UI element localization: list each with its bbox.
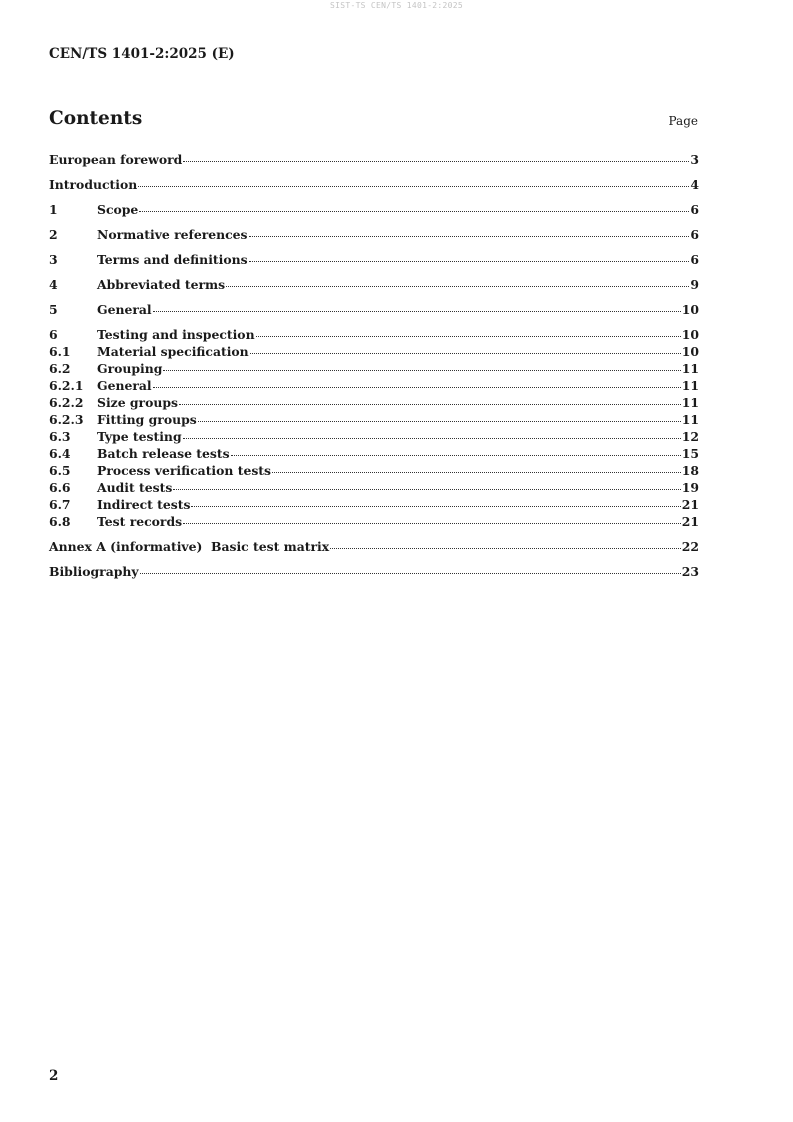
toc-entry-title: General [97, 302, 152, 317]
toc-entry-page: 18 [681, 463, 699, 478]
dot-leader [153, 311, 681, 312]
toc-entry-title: Normative references [97, 227, 248, 242]
toc-entry-page: 10 [681, 344, 699, 359]
dot-leader [191, 506, 680, 507]
toc-entry-title: Audit tests [97, 480, 173, 495]
toc-entry-page: 12 [681, 429, 699, 444]
dot-leader [139, 211, 689, 212]
toc-entry-title: Fitting groups [97, 412, 197, 427]
toc-entry-number: 6.5 [49, 463, 71, 478]
toc-entry-page: 10 [681, 327, 699, 342]
document-id: CEN/TS 1401-2:2025 (E) [49, 46, 235, 62]
toc-entry-number: 6.2.3 [49, 412, 84, 427]
toc-entry-number: 6.1 [49, 344, 71, 359]
toc-entry-number: 6.7 [49, 497, 71, 512]
toc-entry-number: 3 [49, 252, 58, 267]
toc-entry[interactable] [49, 463, 699, 480]
toc-entry[interactable] [49, 497, 699, 514]
toc-entry-page: 21 [681, 514, 699, 529]
toc-entry-page: 4 [690, 177, 699, 192]
dot-leader [250, 353, 681, 354]
toc-entry-title: European foreword [49, 152, 183, 167]
toc-entry-page: 19 [681, 480, 699, 495]
toc-entry[interactable] [49, 429, 699, 446]
toc-entry-page: 9 [690, 277, 699, 292]
toc-entry-page: 10 [681, 302, 699, 317]
toc-entry-number: 6.6 [49, 480, 71, 495]
toc-entry-page: 11 [681, 395, 699, 410]
toc-entry[interactable] [49, 412, 699, 429]
dot-leader [179, 404, 681, 405]
toc-entry-page: 11 [681, 412, 699, 427]
toc-entry-title: Abbreviated terms [97, 277, 226, 292]
dot-leader [330, 548, 681, 549]
dot-leader [183, 161, 689, 162]
dot-leader [163, 370, 680, 371]
toc-entry[interactable] [49, 539, 699, 556]
toc-entry-title: Scope [97, 202, 139, 217]
toc-entry-page: 3 [690, 152, 699, 167]
toc-entry-number: 6 [49, 327, 58, 342]
toc-entry[interactable] [49, 202, 699, 219]
toc-entry-page: 6 [690, 227, 699, 242]
dot-leader [183, 438, 681, 439]
toc-entry[interactable] [49, 446, 699, 463]
toc-entry-number: 6.8 [49, 514, 71, 529]
toc-entry-page: 21 [681, 497, 699, 512]
page-column-label: Page [668, 114, 698, 128]
toc-entry[interactable] [49, 361, 699, 378]
toc-entry[interactable] [49, 564, 699, 581]
toc-entry-number: 1 [49, 202, 58, 217]
toc-entry-page: 6 [690, 202, 699, 217]
toc-entry-title: General [97, 378, 152, 393]
toc-entry[interactable] [49, 227, 699, 244]
toc-entry-title: Terms and definitions [97, 252, 248, 267]
toc-entry[interactable] [49, 378, 699, 395]
toc-entry-page: 6 [690, 252, 699, 267]
toc-entry-title: Type testing [97, 429, 182, 444]
toc-entry[interactable] [49, 152, 699, 169]
toc-entry-number: 4 [49, 277, 58, 292]
toc-entry-number: 5 [49, 302, 58, 317]
toc-entry-number: 2 [49, 227, 58, 242]
toc-entry-title: Test records [97, 514, 183, 529]
watermark: SIST-TS CEN/TS 1401-2:2025 [329, 1, 464, 10]
dot-leader [272, 472, 681, 473]
toc-entry-title: Indirect tests [97, 497, 191, 512]
toc-entry-title: Batch release tests [97, 446, 230, 461]
dot-leader [256, 336, 681, 337]
toc-entry-number: 6.4 [49, 446, 71, 461]
toc-entry-title: Material specification [97, 344, 249, 359]
toc-entry-number: 6.3 [49, 429, 71, 444]
toc-entry-number: 6.2.2 [49, 395, 84, 410]
toc-entry-page: 23 [681, 564, 699, 579]
toc-entry[interactable] [49, 344, 699, 361]
dot-leader [138, 186, 689, 187]
toc-entry-title: Testing and inspection [97, 327, 255, 342]
dot-leader [249, 261, 690, 262]
dot-leader [226, 286, 689, 287]
toc-entry[interactable] [49, 177, 699, 194]
toc-entry[interactable] [49, 514, 699, 531]
dot-leader [173, 489, 680, 490]
toc-entry[interactable] [49, 302, 699, 319]
toc-entry-title: Size groups [97, 395, 178, 410]
dot-leader [231, 455, 681, 456]
toc-entry[interactable] [49, 395, 699, 412]
toc-entry-page: 22 [681, 539, 699, 554]
toc-entry-page: 11 [681, 378, 699, 393]
toc-entry-page: 15 [681, 446, 699, 461]
toc-entry[interactable] [49, 480, 699, 497]
dot-leader [140, 573, 681, 574]
dot-leader [153, 387, 681, 388]
toc-entry[interactable] [49, 327, 699, 344]
toc-entry-title: Introduction [49, 177, 138, 192]
toc-entry-title: Bibliography [49, 564, 139, 579]
dot-leader [198, 421, 681, 422]
toc-entry-title: Process verification tests [97, 463, 272, 478]
toc-entry-page: 11 [681, 361, 699, 376]
dot-leader [249, 236, 690, 237]
toc-entry-number: 6.2 [49, 361, 71, 376]
toc-entry-title: Grouping [97, 361, 163, 376]
contents-heading: Contents [49, 108, 143, 129]
toc-entry-number: 6.2.1 [49, 378, 84, 393]
toc-entry-title: Annex A (informative) Basic test matrix [49, 539, 330, 554]
table-of-contents [49, 152, 699, 581]
page-number: 2 [49, 1068, 59, 1084]
toc-entry[interactable] [49, 252, 699, 269]
dot-leader [183, 523, 681, 524]
toc-entry[interactable] [49, 277, 699, 294]
